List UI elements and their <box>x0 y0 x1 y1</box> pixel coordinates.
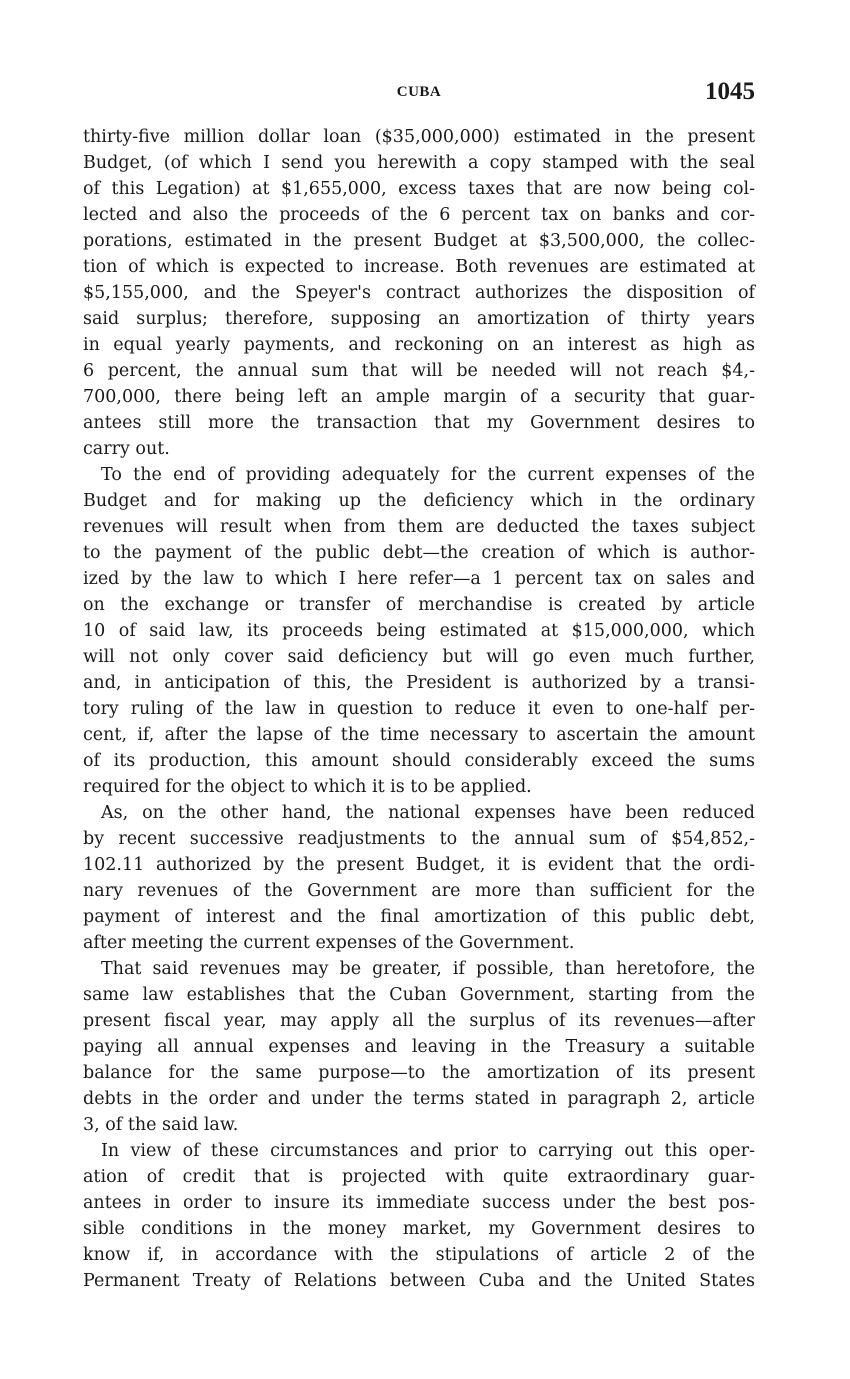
text-line: lected and also the proceeds of the 6 percent tax on banks and cor- <box>83 205 755 225</box>
text-line: 102.11 authorized by the present Budget, it is evident that the ordi- <box>83 855 755 875</box>
text-line: of its production, this amount should considerably exceed the sums <box>83 751 755 771</box>
text-line: 10 of said law, its proceeds being estimated at $15,000,000, which <box>83 621 755 641</box>
text-line: nary revenues of the Government are more than sufficient for the <box>83 881 755 901</box>
text-line: debts in the order and under the terms stated in paragraph 2, article <box>83 1089 755 1109</box>
text-line: said surplus; therefore, supposing an amortization of thirty years <box>83 309 755 329</box>
paragraph <box>83 462 755 800</box>
text-line: ation of credit that is projected with quite extraordinary guar- <box>83 1167 755 1187</box>
text-line: and, in anticipation of this, the President is authorized by a transi- <box>83 673 755 693</box>
text-line: present fiscal year, may apply all the surplus of its revenues—after <box>83 1011 755 1031</box>
text-line: payment of interest and the final amortization of this public debt, <box>83 907 755 927</box>
text-line: will not only cover said deficiency but will go even much further, <box>83 647 755 667</box>
text-line: same law establishes that the Cuban Government, starting from the <box>83 985 755 1005</box>
text-line: Permanent Treaty of Relations between Cuba and the United States <box>83 1271 755 1291</box>
text-line: $5,155,000, and the Speyer's contract authorizes the disposition of <box>83 283 755 303</box>
text-line: sible conditions in the money market, my Government desires to <box>83 1219 755 1239</box>
text-line: To the end of providing adequately for the current expenses of the <box>101 465 755 485</box>
paragraph <box>83 800 755 956</box>
text-line: by recent successive readjustments to the annual sum of $54,852,- <box>83 829 755 849</box>
text-line: Budget, (of which I send you herewith a copy stamped with the seal <box>83 153 755 173</box>
text-line: paying all annual expenses and leaving in the Treasury a suitable <box>83 1037 755 1057</box>
text-line: In view of these circumstances and prior to carrying out this oper- <box>101 1141 755 1161</box>
text-line: antees still more the transaction that my Government desires to <box>83 413 755 433</box>
text-line: 700,000, there being left an ample margin of a security that guar- <box>83 387 755 407</box>
text-line: tion of which is expected to increase. Both revenues are estimated at <box>83 257 755 277</box>
text-line: after meeting the current expenses of the Government. <box>83 933 575 953</box>
text-line: Budget and for making up the deficiency which in the ordinary <box>83 491 755 511</box>
running-head <box>83 78 755 112</box>
text-line: antees in order to insure its immediate success under the best pos- <box>83 1193 755 1213</box>
text-line: 6 percent, the annual sum that will be needed will not reach $4,- <box>83 361 755 381</box>
text-line: cent, if, after the lapse of the time necessary to ascertain the amount <box>83 725 755 745</box>
text-line: That said revenues may be greater, if possible, than heretofore, the <box>101 959 755 979</box>
text-line: thirty-five million dollar loan ($35,000,000) estimated in the present <box>83 127 755 147</box>
text-line: 3, of the said law. <box>83 1115 239 1135</box>
document-page <box>83 78 755 1294</box>
text-line: required for the object to which it is to be applied. <box>83 777 532 797</box>
paragraph <box>83 1138 755 1294</box>
text-line: know if, in accordance with the stipulations of article 2 of the <box>83 1245 755 1265</box>
text-line: carry out. <box>83 439 170 459</box>
text-line: As, on the other hand, the national expenses have been reduced <box>101 803 755 823</box>
paragraph <box>83 124 755 462</box>
text-line: tory ruling of the law in question to reduce it even to one-half per- <box>83 699 755 719</box>
text-line: in equal yearly payments, and reckoning on an interest as high as <box>83 335 755 355</box>
page-number: 1045 <box>705 78 755 105</box>
text-line: on the exchange or transfer of merchandise is created by article <box>83 595 755 615</box>
running-title: CUBA <box>396 84 442 100</box>
text-line: porations, estimated in the present Budget at $3,500,000, the collec- <box>83 231 755 251</box>
body-text <box>83 124 755 1294</box>
text-line: to the payment of the public debt—the creation of which is author- <box>83 543 755 563</box>
text-line: revenues will result when from them are deducted the taxes subject <box>83 517 755 537</box>
text-line: balance for the same purpose—to the amortization of its present <box>83 1063 755 1083</box>
text-line: of this Legation) at $1,655,000, excess taxes that are now being col- <box>83 179 755 199</box>
text-line: ized by the law to which I here refer—a 1 percent tax on sales and <box>83 569 755 589</box>
paragraph <box>83 956 755 1138</box>
